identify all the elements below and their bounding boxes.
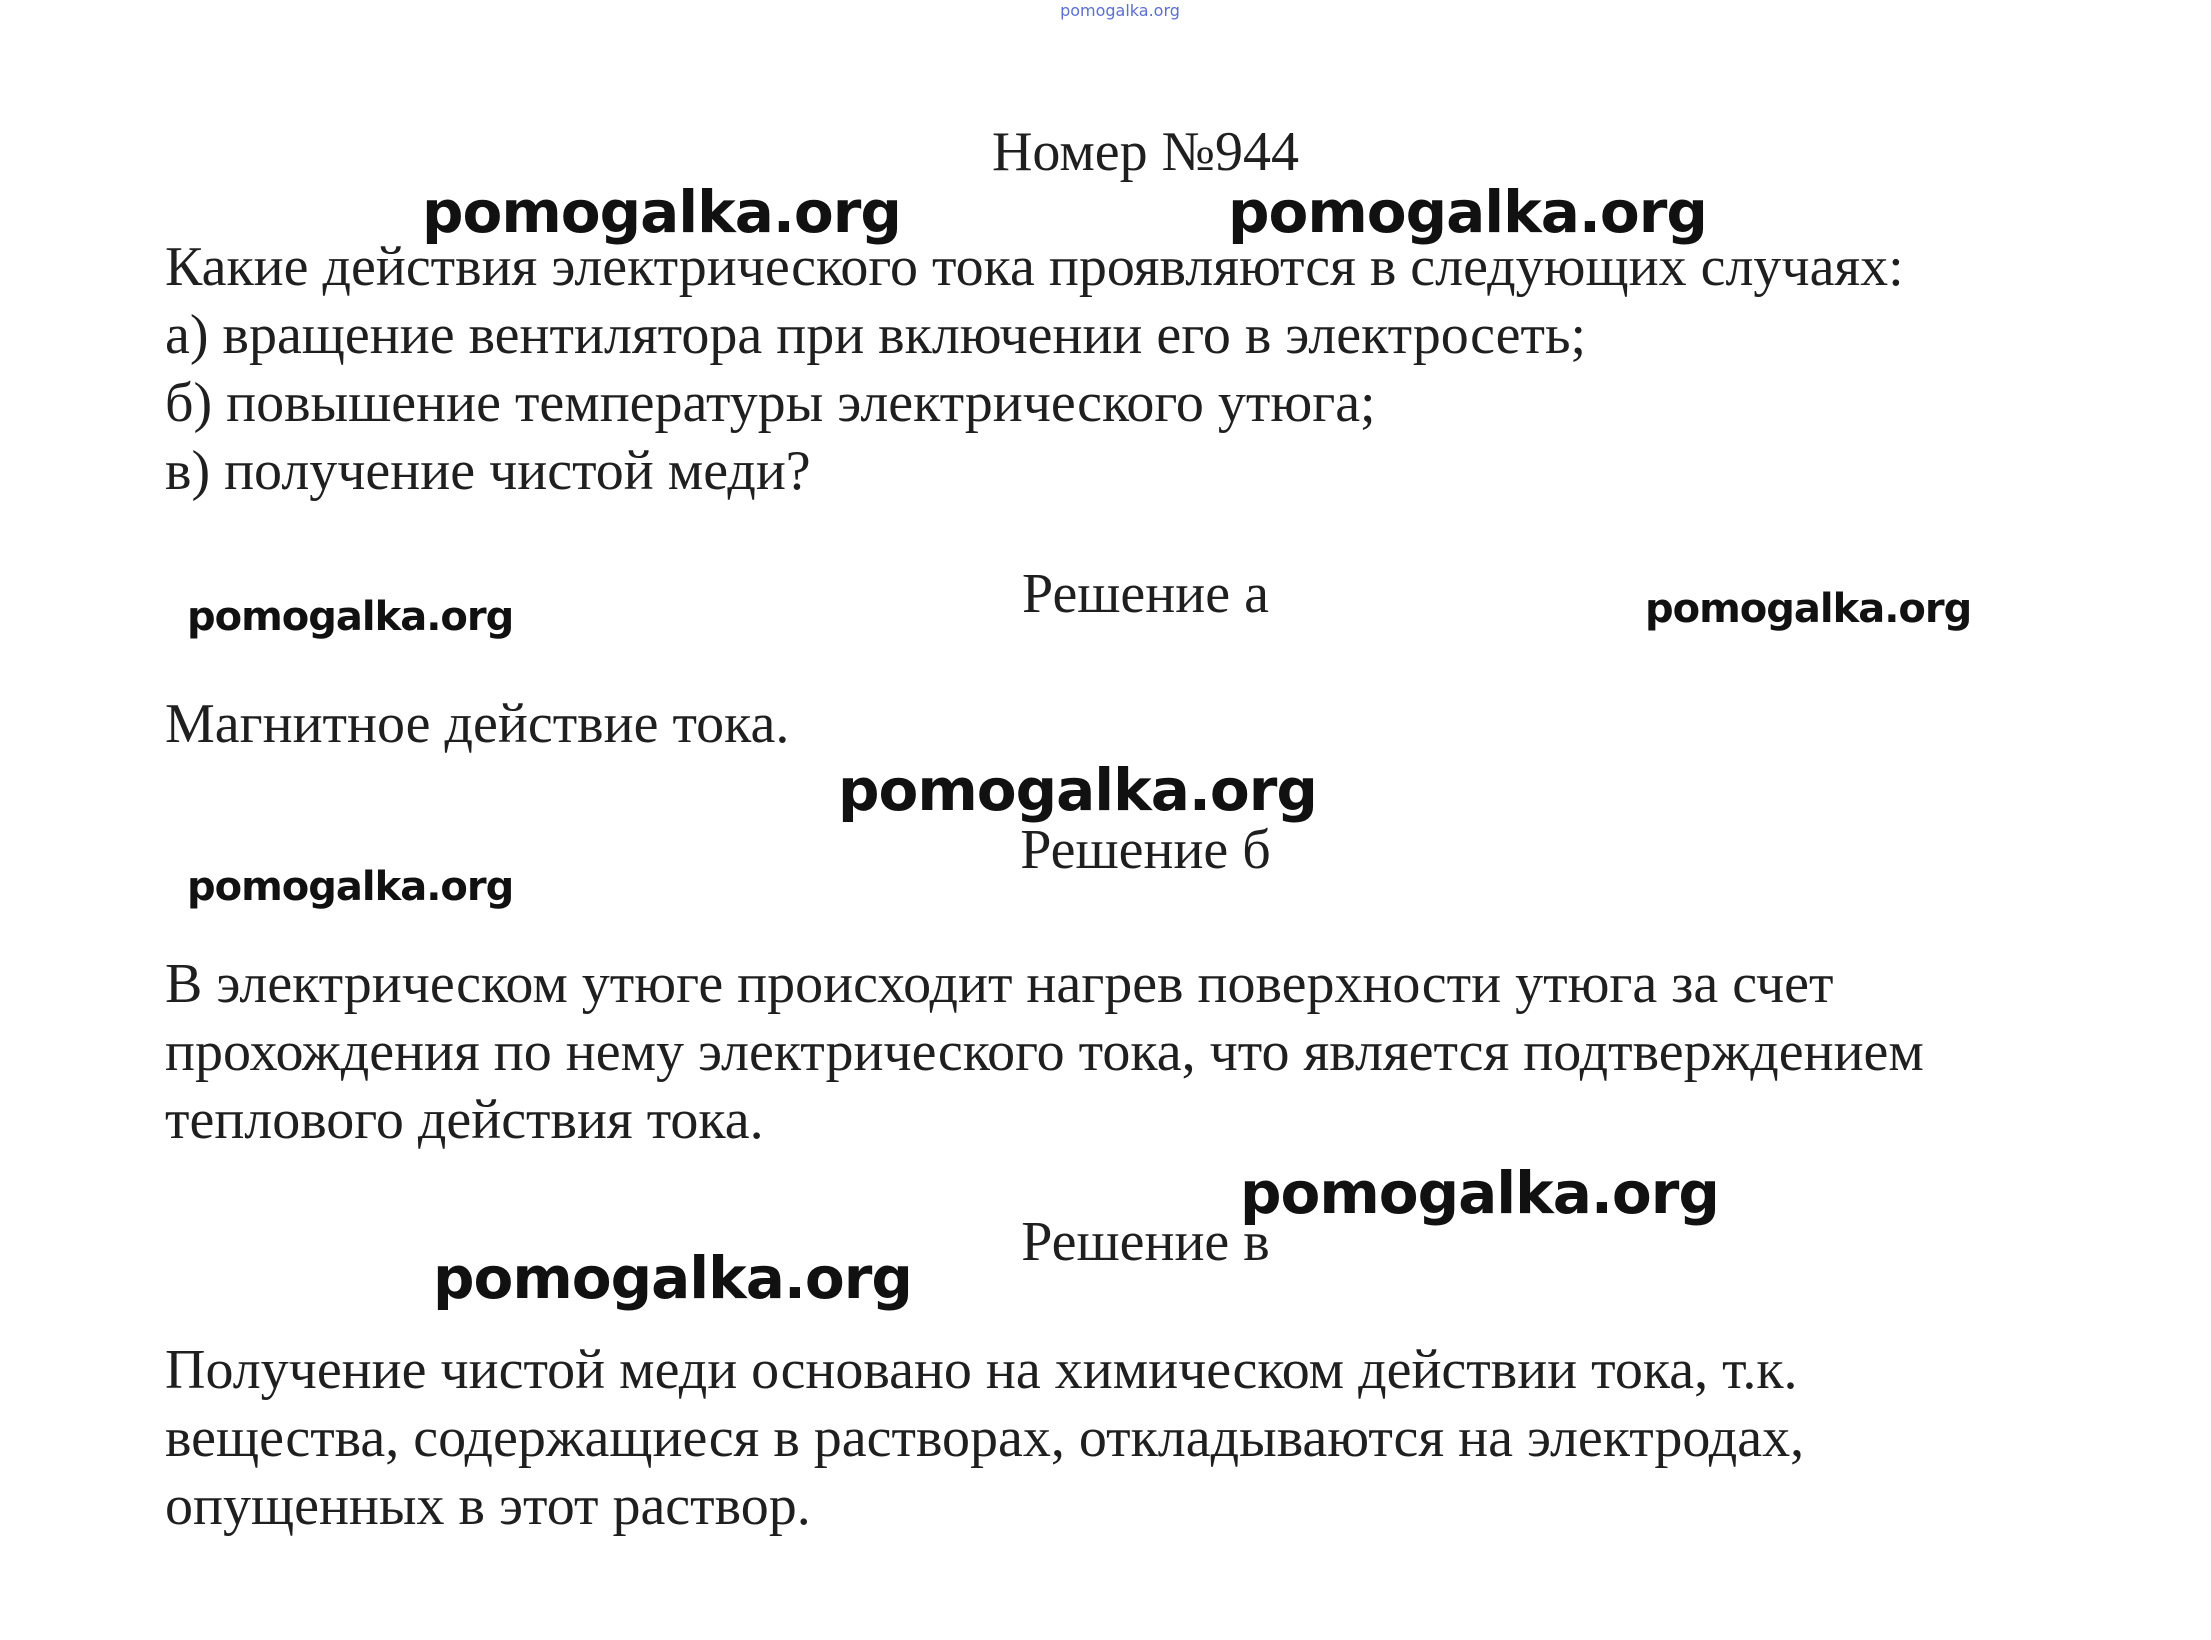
watermark: pomogalka.org [1228, 178, 1707, 246]
question-line: б) повышение температуры электрического утюга; [165, 372, 1376, 434]
watermark: pomogalka.org [187, 594, 514, 640]
watermark: pomogalka.org [1645, 586, 1972, 632]
solution-c-heading: Решение в [1021, 1211, 1270, 1273]
question-line: в) получение чистой меди? [165, 440, 811, 502]
solution-a-block [165, 690, 2165, 758]
question-block [165, 233, 2165, 505]
watermark: pomogalka.org [187, 864, 514, 910]
solution-b-line: В электрическом утюге происходит нагрев поверхности утюга за счет [165, 953, 1834, 1015]
site-link[interactable]: pomogalka.org [1060, 1, 1180, 20]
watermark: pomogalka.org [838, 756, 1317, 824]
watermark: pomogalka.org [422, 178, 901, 246]
solution-c-line: опущенных в этот раствор. [165, 1475, 811, 1537]
solution-a-line: Магнитное действие тока. [165, 693, 790, 755]
watermark: pomogalka.org [1240, 1159, 1719, 1227]
question-line: а) вращение вентилятора при включении его в электросеть; [165, 304, 1587, 366]
watermark: pomogalka.org [433, 1244, 912, 1312]
question-line: Какие действия электрического тока проявляются в следующих случаях: [165, 236, 1904, 298]
solution-a-heading: Решение а [1022, 563, 1269, 625]
solution-b-heading: Решение б [1020, 819, 1271, 881]
solution-c-block [165, 1336, 2165, 1540]
solution-c-line: вещества, содержащиеся в растворах, откладываются на электродах, [165, 1407, 1805, 1469]
solution-c-line: Получение чистой меди основано на химическом действии тока, т.к. [165, 1339, 1798, 1401]
solution-b-line: теплового действия тока. [165, 1089, 764, 1151]
solution-b-line: прохождения по нему электрического тока, что является подтверждением [165, 1021, 1924, 1083]
page-title: Номер №944 [991, 121, 1300, 183]
solution-b-block [165, 950, 2165, 1154]
